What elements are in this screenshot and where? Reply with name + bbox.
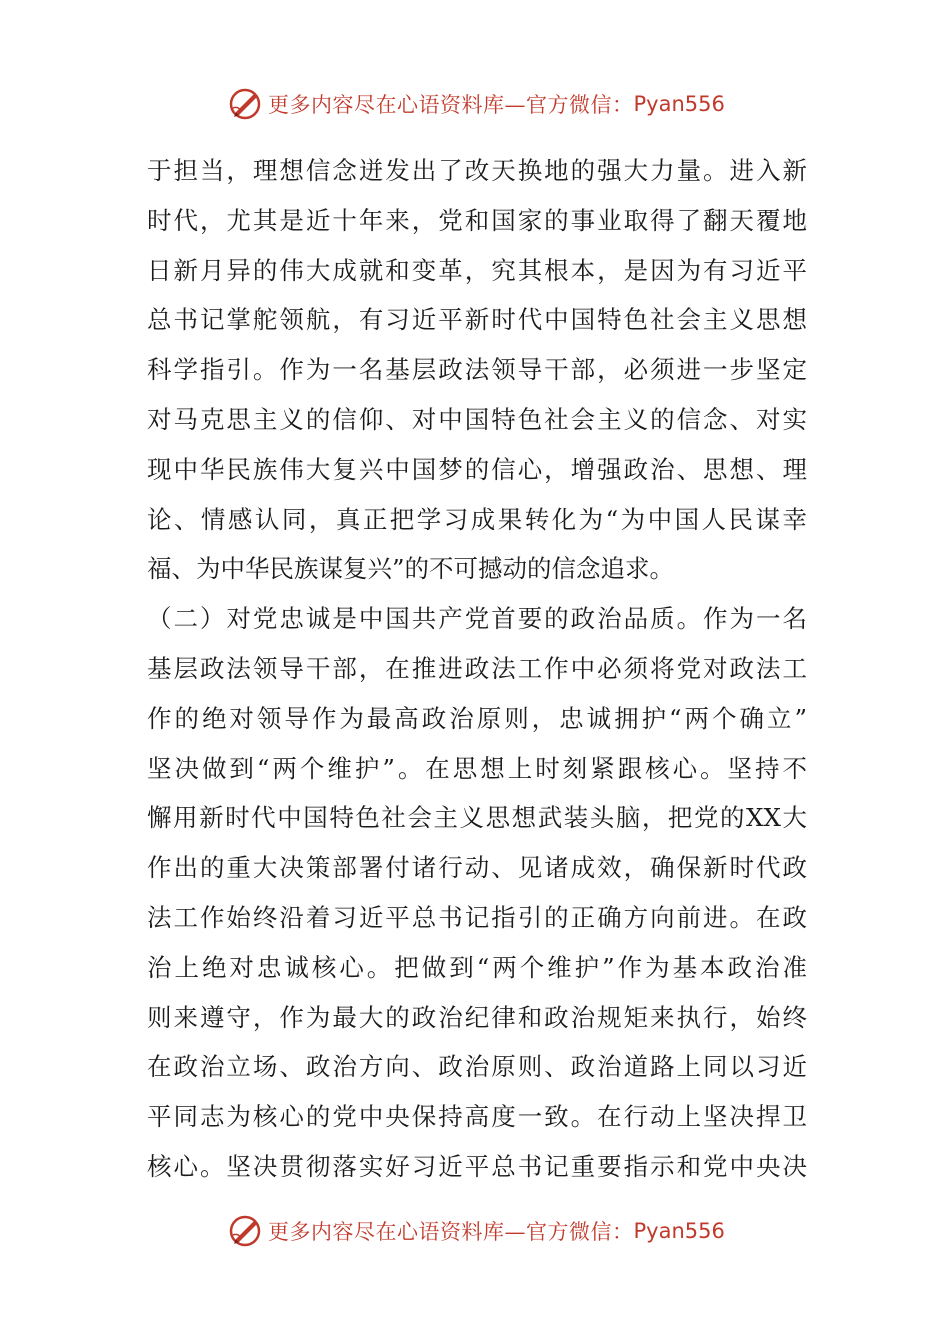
text-line: 则来遵守，作为最大的政治纪律和政治规矩来执行，始终 [147,1002,807,1032]
text-line: 坚决做到“两个维护”。在思想上时刻紧跟核心。坚持不 [147,753,807,783]
document-body [147,146,807,1192]
text-line: 平同志为核心的党中央保持高度一致。在行动上坚决捍卫 [147,1102,807,1132]
text-line: 在政治立场、政治方向、政治原则、政治道路上同以习近 [147,1052,807,1082]
text-line: （二）对党忠诚是中国共产党首要的政治品质。作为一名 [147,604,807,634]
text-line: 核心。坚决贯彻落实好习近平总书记重要指示和党中央决 [147,1151,807,1181]
text-line: 对马克思主义的信仰、对中国特色社会主义的信念、对实 [147,404,807,434]
watermark-text: 更多内容尽在心语资料库—官方微信： [268,1220,634,1244]
text-line: 现中华民族伟大复兴中国梦的信心，增强政治、思想、理 [147,454,807,484]
text-line: 论、情感认同，真正把学习成果转化为“为中国人民谋幸 [147,504,807,534]
text-line: 日新月异的伟大成就和变革，究其根本，是因为有习近平 [147,255,807,285]
text-line: 科学指引。作为一名基层政法领导干部，必须进一步坚定 [147,355,807,385]
watermark-wechat-id: Pyan556 [633,1219,725,1243]
watermark-wechat-id: Pyan556 [633,92,725,116]
paragraph-2 [147,594,807,1192]
text-line: 懈用新时代中国特色社会主义思想武装头脑，把党的XX大 [147,803,807,833]
text-line: 作的绝对领导作为最高政治原则，忠诚拥护“两个确立” [147,703,807,733]
text-line: 总书记掌舵领航，有习近平新时代中国特色社会主义思想 [147,305,807,335]
watermark-text: 更多内容尽在心语资料库—官方微信： [268,93,634,117]
paragraph-1 [147,146,807,594]
text-line: 于担当，理想信念迸发出了改天换地的强大力量。进入新 [147,156,807,185]
pen-logo-icon [228,1213,264,1249]
header-watermark [228,84,725,124]
text-line: 基层政法领导干部，在推进政法工作中必须将党对政法工 [147,653,807,683]
text-line: 时代，尤其是近十年来，党和国家的事业取得了翻天覆地 [147,205,807,235]
pen-logo-icon [228,86,264,122]
text-line: 福、为中华民族谋复兴”的不可撼动的信念追求。 [147,554,675,584]
text-line: 治上绝对忠诚核心。把做到“两个维护”作为基本政治准 [147,952,807,982]
text-line: 法工作始终沿着习近平总书记指引的正确方向前进。在政 [147,902,807,932]
text-line: 作出的重大决策部署付诸行动、见诸成效，确保新时代政 [147,853,807,883]
footer-watermark [228,1211,725,1251]
